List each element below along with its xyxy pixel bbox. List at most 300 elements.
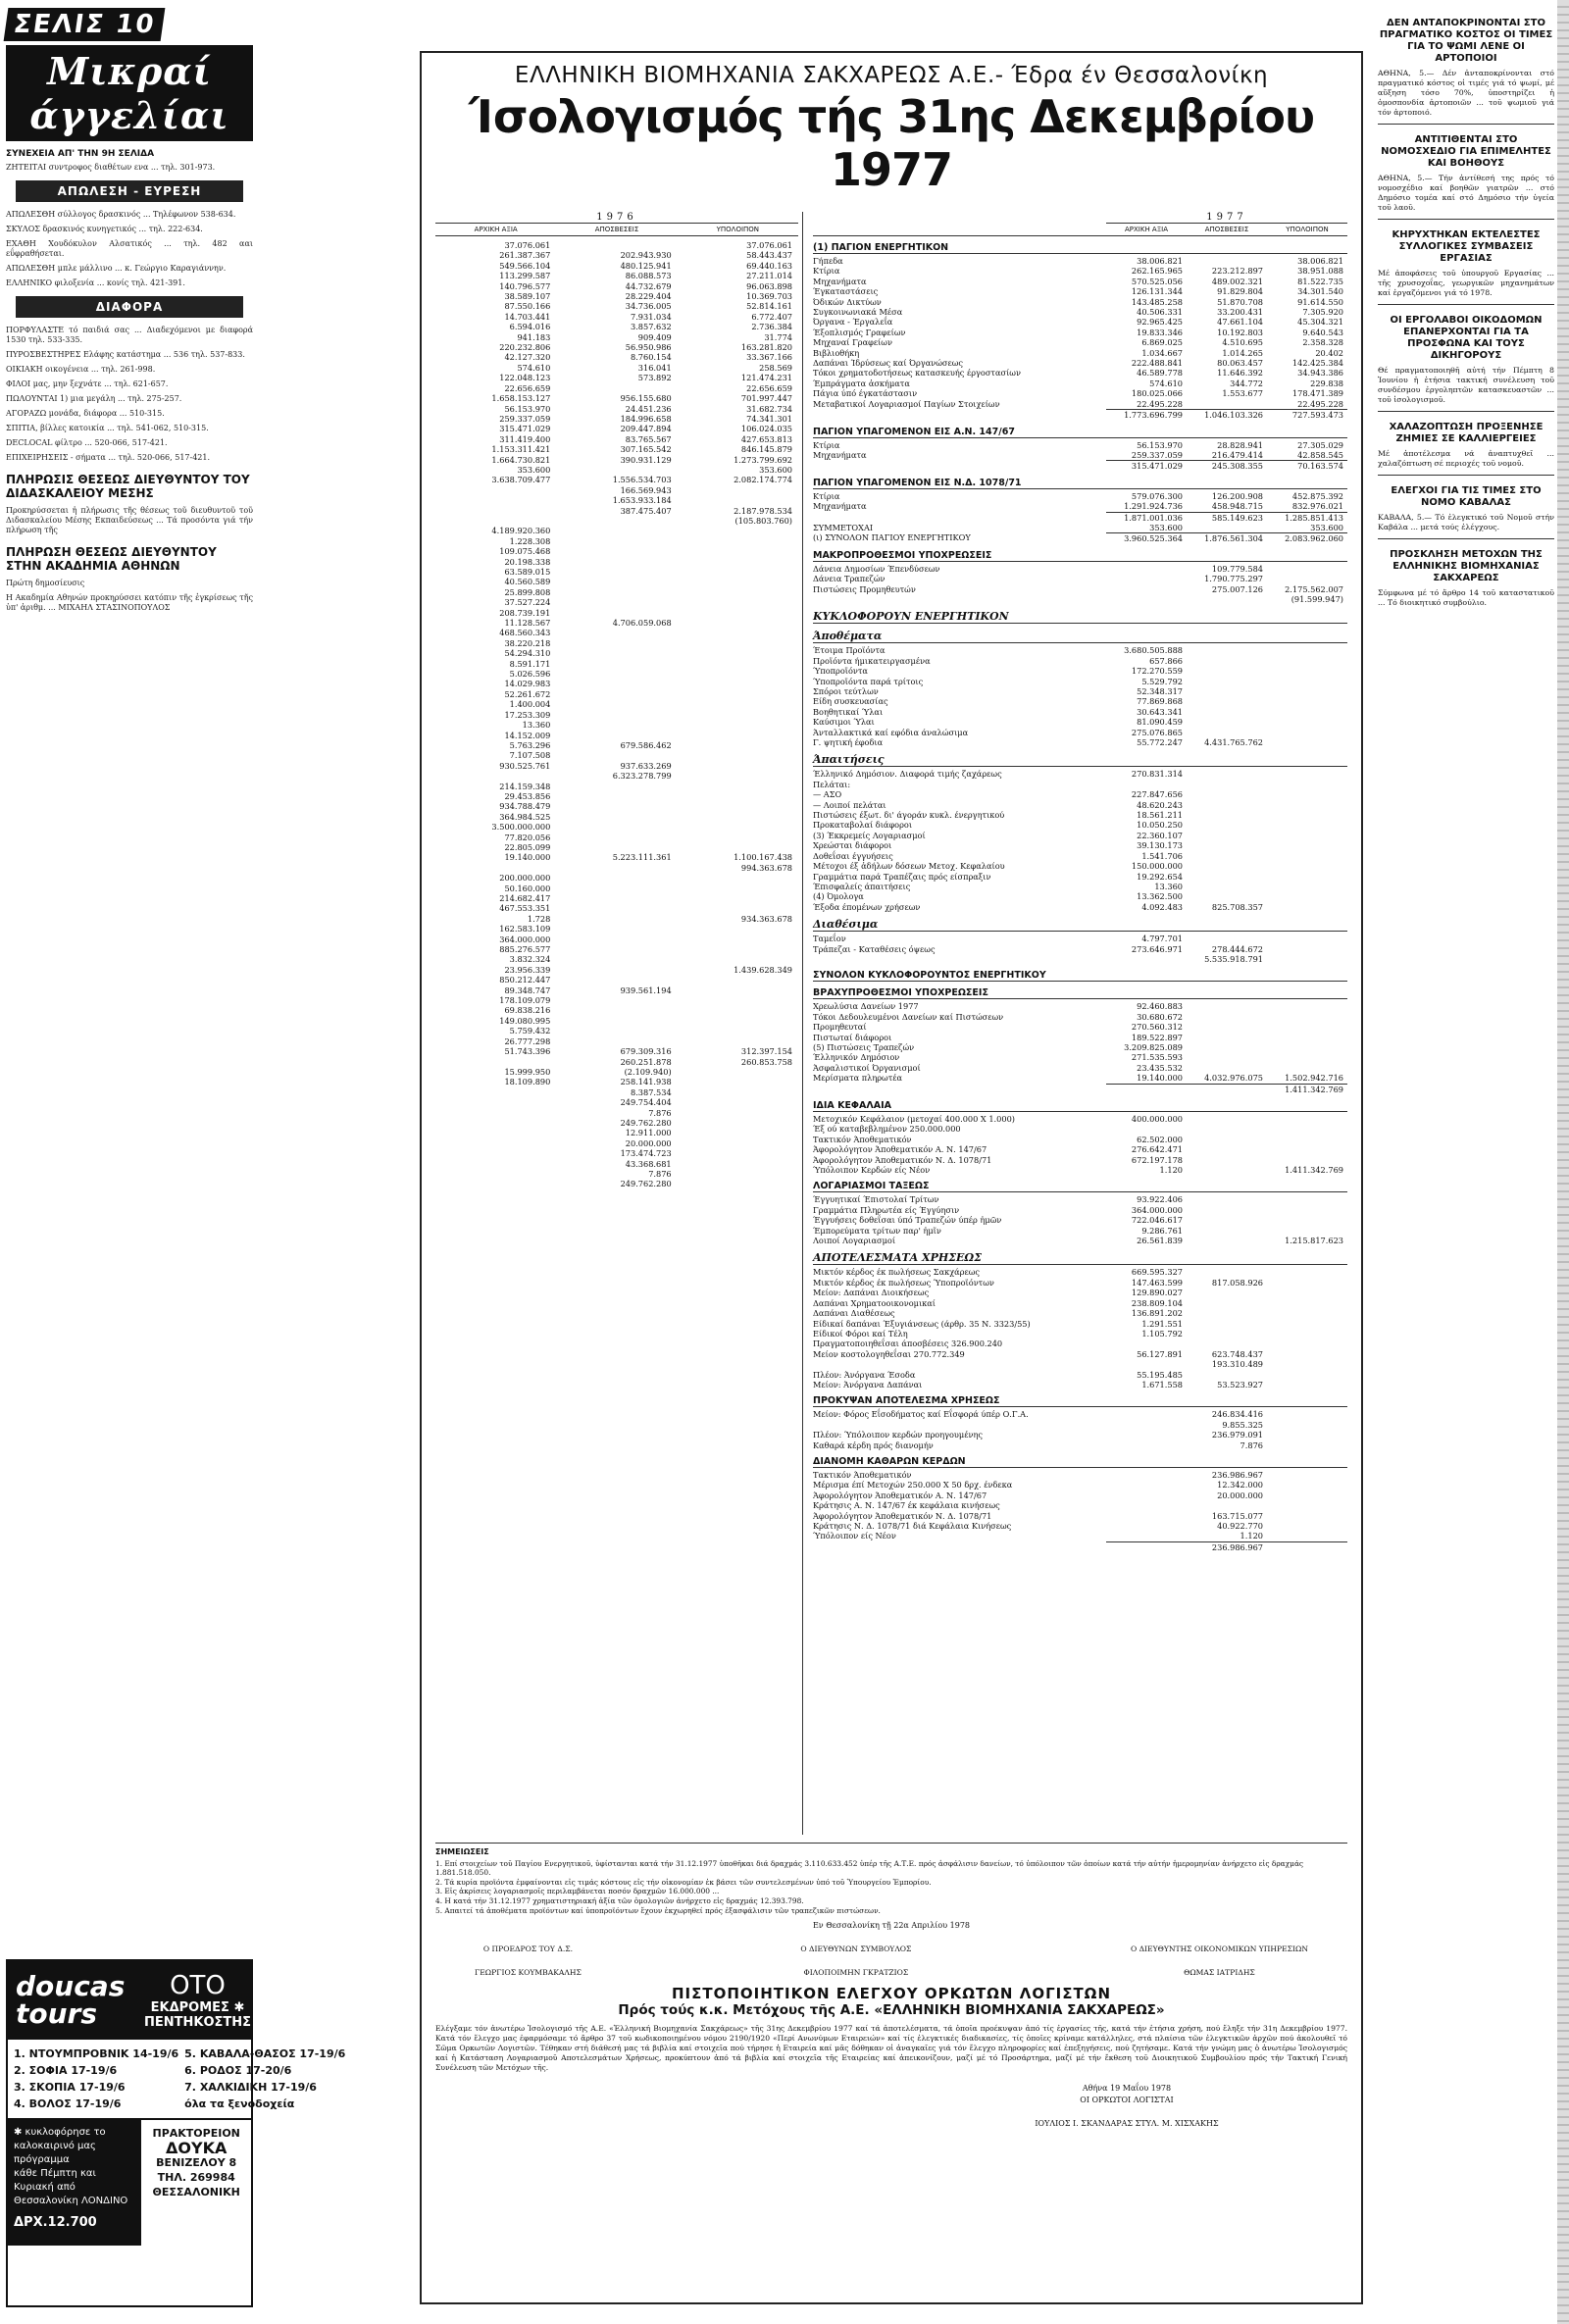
account-row (813, 1541, 1347, 1552)
prior-year-figure: 8.387.534 (630, 1086, 672, 1097)
prior-year-figure: 1.228.308 (509, 535, 551, 546)
depreciation-value (1187, 1267, 1267, 1277)
account-label: ΣΥΜΜΕΤΟΧΑΙ (813, 522, 874, 532)
prior-year-figure: 885.276.577 (499, 944, 551, 955)
prior-year-figure (678, 1016, 798, 1026)
gross-value (1106, 564, 1187, 574)
account-row (813, 645, 1347, 655)
balance-value (1267, 1470, 1347, 1480)
gross-value: 92.460.883 (1137, 1001, 1183, 1012)
gross-value: 1.105.792 (1141, 1328, 1183, 1339)
balance-value: 229.838 (1310, 378, 1343, 388)
prior-year-figure: 19.140.000 (504, 852, 551, 863)
gross-value: 1.120 (1159, 1165, 1183, 1176)
lost-found-header: ΑΠΩΛΕΣΗ - ΕΥΡΕΣΗ (16, 180, 243, 202)
notes-section (435, 1843, 1347, 1915)
depreciation-value (1187, 728, 1267, 737)
balance-value (1267, 1541, 1347, 1552)
prior-year-figure: 37.076.061 (746, 240, 792, 250)
classified-ad: ΣΠΙΤΙΑ, βίλλες κατοικία ... τηλ. 541-062, 510-315. (6, 424, 209, 432)
account-row (813, 1470, 1347, 1480)
prior-year-figure: 259.337.059 (499, 413, 551, 424)
prior-year-figure (556, 516, 677, 526)
prior-year-figure (556, 577, 677, 586)
divider (1378, 411, 1554, 412)
account-row (813, 954, 1347, 964)
account-row (813, 944, 1347, 954)
prior-year-figure: 4.706.059.068 (612, 618, 672, 629)
depreciation-value: 1.120 (1240, 1531, 1263, 1541)
balance-value (1267, 840, 1347, 850)
prior-year-figure: 5.759.432 (509, 1026, 551, 1036)
prior-year-figure (678, 771, 798, 781)
prior-year-figure (556, 935, 677, 944)
agency-label: ΠΡΑΚΤΟΡΕΙΟΝ (152, 2127, 240, 2140)
travel-ad-header (8, 1961, 251, 2040)
prior-year-figure: 77.820.056 (504, 832, 551, 842)
classified-ad: ΑΠΩΛΕΣΘΗ σύλλογος δρασκινός ... Τηλέφωνον 538-634. (6, 210, 236, 219)
prior-year-figure: 260.853.758 (740, 1056, 792, 1067)
account-label (813, 594, 1106, 604)
balance-value: 178.471.389 (1291, 388, 1343, 399)
prior-year-figure (678, 740, 798, 750)
balance-value (1267, 1370, 1347, 1380)
prior-year-figure: 6.772.407 (751, 311, 792, 322)
prior-year-figure (678, 485, 798, 495)
prior-year-figure (678, 495, 798, 505)
prior-year-figure: 1.556.534.703 (612, 475, 672, 485)
academy-notice-text: Η Ακαδημία Αθηνών προκηρύσσει κατόπιν τῆς ἐγκρίσεως τῆς ὑπ' ἀριθμ. ... ΜΙΧΑΗΛ ΣΤΑΣΙΝΟΠΟΥΛΟΣ (6, 593, 253, 612)
prior-year-figure (678, 833, 798, 842)
prior-year-figure (678, 995, 798, 1005)
depreciation-value: 20.000.000 (1217, 1490, 1263, 1500)
account-row (813, 1278, 1347, 1288)
balance-value (1267, 1359, 1347, 1369)
account-label: Έλληνικόν Δημόσιον (813, 1052, 900, 1063)
gross-value (1106, 1339, 1187, 1348)
balance-value: 2.083.962.060 (1267, 532, 1347, 543)
destination-item: 1. ΝΤΟΥΜΠΡΟΒΝΙΚ 14-19/6 (14, 2047, 179, 2060)
account-section-heading: ΣΥΝΟΛΟΝ ΚΥΚΛΟΦΟΡΟΥΝΤΟΣ ΕΝΕΡΓΗΤΙΚΟΥ (813, 970, 1347, 982)
divider (1378, 219, 1554, 220)
balance-value (1267, 954, 1347, 964)
gross-value: 276.642.471 (1131, 1144, 1183, 1155)
account-label: Έτοιμα Προϊόντα (813, 645, 886, 656)
prior-year-figure: 480.125.941 (620, 260, 672, 271)
depreciation-value: 1.876.561.304 (1187, 532, 1267, 543)
account-row (813, 1409, 1347, 1419)
prior-year-figure: 3.638.709.477 (491, 475, 551, 485)
prior-year-figure (435, 863, 556, 873)
prior-year-figure: 311.419.400 (499, 433, 551, 444)
prior-year-figure: (105.803.760) (734, 515, 792, 526)
prior-year-figure (678, 536, 798, 546)
account-section-heading: ΛΟΓΑΡΙΑΣΜΟΙ ΤΑΞΕΩΣ (813, 1181, 1347, 1192)
depreciation-value: 47.661.104 (1217, 317, 1263, 328)
gross-value: 46.589.778 (1137, 368, 1183, 379)
depreciation-value: 216.479.414 (1211, 449, 1263, 460)
account-row (813, 1359, 1347, 1369)
account-label: Έξ ού καταβεβλημένον 250.000.000 (813, 1124, 961, 1135)
news-headline: ΠΡΟΣΚΛΗΣΗ ΜΕΤΟΧΩΝ ΤΗΣ ΕΛΛΗΝΙΚΗΣ ΒΙΟΜΗΧΑΝΙΑΣ ΣΑΚΧΑΡΕΩΣ (1390, 549, 1543, 583)
prior-year-figure (678, 1108, 798, 1118)
prior-year-figure: 353.600 (517, 464, 551, 475)
gross-value (1106, 1531, 1187, 1541)
travel-footer-promo (8, 2120, 141, 2246)
prior-year-figure (435, 495, 556, 505)
prior-year-figure (678, 557, 798, 567)
prior-year-figure (556, 557, 677, 567)
depreciation-value: 1.046.103.326 (1187, 409, 1267, 420)
prior-year-figure (556, 587, 677, 597)
depreciation-value: 817.058.926 (1211, 1277, 1263, 1288)
prior-year-figure: 7.876 (648, 1168, 672, 1179)
depreciation-value (1187, 851, 1267, 861)
account-row (813, 317, 1347, 327)
balance-value (1267, 1380, 1347, 1389)
account-row (813, 277, 1347, 286)
classifieds-title: Μικραί άγγελίαι (6, 45, 253, 141)
prior-year-figure: 18.109.890 (504, 1077, 551, 1087)
depreciation-value (1187, 256, 1267, 266)
prior-year-figure (678, 822, 798, 832)
gross-value (1106, 1440, 1187, 1450)
gross-value: 222.488.841 (1131, 358, 1183, 369)
depreciation-value (1187, 882, 1267, 891)
depreciation-value (1187, 1215, 1267, 1225)
prior-year-figure: 934.363.678 (740, 913, 792, 924)
depreciation-value: 53.523.927 (1217, 1379, 1263, 1389)
account-label: Είδικοί Φόροι καί Τέλη (813, 1328, 908, 1339)
prior-year-figure: 994.363.678 (740, 862, 792, 873)
prior-year-figure (556, 944, 677, 954)
depreciation-value: 275.007.126 (1211, 583, 1263, 594)
account-label: Γ. ψητική έφοδια (813, 737, 884, 748)
prior-year-figure: 6.323.278.799 (612, 771, 672, 782)
account-label: Ύπόλοιπον είς Νέον (813, 1531, 896, 1541)
prior-year-figure (678, 710, 798, 720)
account-row (813, 1339, 1347, 1348)
signatory: Ο ΔΙΕΥΘΥΝΩΝ ΣΥΜΒΟΥΛΟΣ ΦΙΛΟΠΟΙΜΗΝ ΓΚΡΑΤΖΙΟΣ (800, 1945, 912, 1978)
gross-value: 92.965.425 (1137, 317, 1183, 328)
balance-value (1267, 1022, 1347, 1032)
balance-value (1267, 1042, 1347, 1052)
prior-year-figure: 31.774 (764, 331, 792, 342)
account-label: Έλληνικό Δημόσιον. Διαφορά τιμής ζαχάρεως (813, 769, 1002, 780)
gross-value: 30.680.672 (1137, 1011, 1183, 1022)
account-label (813, 1359, 1106, 1369)
account-section-heading: Διαθέσιμα (813, 918, 1347, 932)
prior-year-figure: 28.229.404 (625, 291, 672, 302)
depreciation-value: 1.553.677 (1222, 388, 1263, 399)
account-section-heading: ΠΑΓΙΟΝ ΥΠΑΓΟΜΕΝΟΝ ΕΙΣ Α.Ν. 147/67 (813, 427, 1347, 438)
depreciation-value (1187, 1205, 1267, 1215)
account-label: Άσφαλιστικοί Όργανισμοί (813, 1062, 921, 1073)
gross-value: 19.292.654 (1137, 871, 1183, 882)
account-row (813, 1329, 1347, 1339)
prior-year-figure: 43.368.681 (625, 1158, 672, 1169)
prior-year-figure (556, 669, 677, 679)
gross-value: 271.535.593 (1131, 1052, 1183, 1063)
balance-value: 1.215.817.623 (1285, 1236, 1343, 1246)
depreciation-value: 5.535.918.791 (1204, 953, 1263, 964)
account-label: Μέρισμα έπί Μετοχών 250.000 Χ 50 δρχ. ένδεκα (813, 1480, 1013, 1490)
balance-value: 38.006.821 (1297, 256, 1343, 266)
prior-year-figure: 850.212.447 (499, 975, 551, 985)
account-label: Τόκοι χρηματοδοτήσεως κατασκευής έργοστασίων (813, 368, 1021, 379)
account-label: — Λοιποί πελάται (813, 799, 886, 810)
prior-year-figure: 10.369.703 (746, 291, 792, 302)
travel-program-note: ✱ κυκλοφόρησε το καλοκαιρινό μας πρόγραμμα (14, 2127, 106, 2165)
note-item: 3. Εἰς ἀκρίσεις λογαριασμοῖς περιλαμβάνεται ποσόν δραχμῶν 16.000.000 ... (435, 1887, 720, 1896)
depreciation-value: 109.779.584 (1211, 563, 1263, 574)
gross-value: 23.435.532 (1137, 1062, 1183, 1073)
depreciation-value: 236.979.091 (1211, 1430, 1263, 1440)
destination-item: όλα τα ξενοδοχεία (184, 2097, 295, 2110)
depreciation-value (1187, 1236, 1267, 1245)
balance-value: (91.599.947) (1291, 593, 1343, 604)
account-row (813, 440, 1347, 450)
depreciation-value: 4.032.976.075 (1204, 1073, 1263, 1084)
depreciation-value (1187, 820, 1267, 830)
prior-year-figure (678, 638, 798, 648)
prior-year-figure (678, 893, 798, 903)
gross-value: 56.153.970 (1137, 439, 1183, 450)
gross-value: 55.195.485 (1137, 1369, 1183, 1380)
classified-ad: ΕΠΙΧΕΙΡΗΣΕΙΣ - σήματα ... τηλ. 520-066, 517-421. (6, 453, 211, 462)
account-label: (4) Όμολογα (813, 891, 864, 902)
prior-year-figure: 184.996.658 (620, 413, 672, 424)
header-balance: ΥΠΟΛΟΙΠΟΝ (1286, 226, 1329, 233)
account-row (813, 328, 1347, 337)
prior-year-label: 1976 (435, 212, 798, 224)
balance-value (1267, 891, 1347, 901)
prior-year-figure: 52.261.672 (504, 688, 551, 699)
prior-year-figure (556, 801, 677, 811)
account-label: Μέτοχοι έξ ἀδήλων δόσεων Μετοχ. Κεφαλαίου (813, 861, 1005, 872)
prior-year-figure (556, 893, 677, 903)
prior-year-figure (678, 1159, 798, 1169)
gross-value: 172.270.559 (1131, 666, 1183, 677)
prior-year-figure (556, 536, 677, 546)
balance-value: 1.411.342.769 (1285, 1165, 1343, 1176)
account-label: Τακτικόν Άποθεματικόν (813, 1469, 912, 1480)
news-headline: ΑΝΤΙΤΙΘΕΝΤΑΙ ΣΤΟ ΝΟΜΟΣΧΕΔΙΟ ΓΙΑ ΕΠΙΜΕΛΗΤΕΣ ΚΑΙ ΒΟΗΘΟΥΣ (1381, 134, 1551, 169)
depreciation-value (1187, 1288, 1267, 1297)
prior-year-figure: 934.788.479 (499, 801, 551, 812)
depreciation-value (1187, 717, 1267, 727)
gross-value: 6.869.025 (1141, 337, 1183, 348)
balance-value (1267, 1319, 1347, 1329)
prior-year-figure (678, 782, 798, 791)
prior-year-figure (678, 761, 798, 771)
gross-value: 10.050.250 (1137, 820, 1183, 831)
classified-ad: ΖΗΤΕΙΤΑΙ συντροφος διαθέτων ενα ... τηλ. 301-973. (6, 163, 216, 172)
account-row (813, 1063, 1347, 1073)
account-row (813, 1521, 1347, 1531)
account-row (813, 1480, 1347, 1490)
prior-year-figure: 27.211.014 (746, 271, 792, 281)
depreciation-value (1187, 1226, 1267, 1236)
prior-year-figure: 106.024.035 (740, 424, 792, 434)
account-label: Μεταβατικοί Λογαριασμοί Παγίων Στοιχείων (813, 398, 1000, 409)
balance-value: 7.305.920 (1302, 307, 1343, 318)
depreciation-value (1187, 656, 1267, 666)
gross-value: 3.960.525.364 (1106, 532, 1187, 543)
balance-sheet-title: Ίσολογισμός τής 31ης Δεκεμβρίου 1977 (468, 90, 1315, 196)
prior-year-figure: 140.796.577 (499, 280, 551, 291)
account-row (813, 523, 1347, 532)
place-date: Εν Θεσσαλονίκη τῇ 22α Απριλίου 1978 (812, 1921, 971, 1931)
prior-year-figure (678, 873, 798, 883)
page-number-label: ΣΕΛΙΣ 10 (4, 8, 166, 41)
balance-value (1267, 1531, 1347, 1541)
balance-value (1267, 1288, 1347, 1297)
depreciation-value (1187, 686, 1267, 696)
job-notice-text: Προκηρύσσεται ἡ πλήρωσις τῆς θέσεως τοῦ διευθυντοῦ τοῦ Διδασκαλείου Μέσης Εκπαιδεύσεως ... Τά προσόντα γιά τήν πλήρωση τῆς (6, 506, 253, 534)
prior-year-figure (435, 1057, 556, 1067)
balance-value (1267, 1012, 1347, 1022)
account-label: Μετοχικόν Κεφάλαιον (μετοχαί 400.000 Χ 1.000) (813, 1114, 1015, 1124)
destination-item: 4. ΒΟΛΟΣ 17-19/6 (14, 2097, 122, 2110)
prior-year-figure (556, 975, 677, 985)
prior-year-figure: 7.931.034 (630, 311, 672, 322)
account-label: Κτίρια (813, 439, 840, 450)
prior-year-figure (556, 842, 677, 852)
prior-year-figure: 5.223.111.361 (612, 852, 672, 863)
account-label: Δοθεΐσαι έγγυήσεις (813, 850, 893, 861)
depreciation-value: 236.986.967 (1187, 1541, 1267, 1552)
account-section-heading: ΜΑΚΡΟΠΡΟΘΕΣΜΟΙ ΥΠΟΧΡΕΩΣΕΙΣ (813, 550, 1347, 562)
depreciation-value (1187, 677, 1267, 686)
prior-year-figure: 37.076.061 (504, 240, 551, 250)
prior-year-figure (678, 903, 798, 913)
depreciation-value (1187, 1339, 1267, 1348)
prior-year-figure: 1.153.311.421 (491, 444, 551, 455)
audit-certificate-title: ΠΙΣΤΟΠΟΙΗΤΙΚΟΝ ΕΛΕΓΧΟΥ ΟΡΚΩΤΩΝ ΛΟΓΙΣΤΩΝ (672, 1985, 1111, 2003)
account-row (813, 1267, 1347, 1277)
prior-year-figure (678, 526, 798, 535)
account-label: Μηχανήματα (813, 501, 867, 512)
balance-value (1267, 1052, 1347, 1062)
account-row (813, 1022, 1347, 1032)
balance-value: 2.175.562.007 (1285, 583, 1343, 594)
balance-value (1267, 1500, 1347, 1510)
prior-year-figure (678, 731, 798, 740)
account-label: Λοιποί Λογαριασμοί (813, 1236, 896, 1246)
account-row (813, 1124, 1347, 1134)
account-section-heading: Άποθέματα (813, 630, 1347, 643)
account-row (813, 256, 1347, 266)
gross-value: 4.797.701 (1141, 934, 1183, 944)
news-headline: ΚΗΡΥΧΤΗΚΑΝ ΕΚΤΕΛΕΣΤΕΣ ΣΥΛΛΟΓΙΚΕΣ ΣΥΜΒΑΣΕΙΣ ΕΡΓΑΣΙΑΣ (1392, 229, 1541, 264)
prior-year-figure (678, 1118, 798, 1128)
balance-value (1267, 1226, 1347, 1236)
prior-year-figure: 6.594.016 (509, 322, 551, 332)
gross-value (1106, 1480, 1187, 1490)
account-label: Δάνεια Τραπεζών (813, 574, 886, 584)
depreciation-value (1187, 1114, 1267, 1124)
gross-value (1106, 954, 1187, 964)
prior-year-figure: 7.107.508 (509, 750, 551, 761)
classified-ad: ΠΩΛΟΥΝΤΑΙ 1) μια μεγάλη ... τηλ. 275-257. (6, 394, 182, 403)
header-gross: ΑΡΧΙΚΗ ΑΞΙΑ (474, 226, 518, 233)
account-row (813, 286, 1347, 296)
prior-year-figure (556, 750, 677, 760)
prior-year-figure: 937.633.269 (620, 760, 672, 771)
balance-value (1267, 1215, 1347, 1225)
depreciation-value: 28.828.941 (1217, 439, 1263, 450)
gross-value: 81.090.459 (1137, 717, 1183, 728)
prior-year-figure (678, 1128, 798, 1137)
account-row (813, 891, 1347, 901)
account-label: Δάνεια Δημοσίων Έπενδύσεων (813, 563, 940, 574)
prior-year-figure: 122.048.123 (499, 373, 551, 383)
balance-value (1267, 564, 1347, 574)
prior-year-figure: 63.589.015 (504, 567, 551, 577)
account-row (813, 1114, 1347, 1124)
gross-value: 40.506.331 (1137, 307, 1183, 318)
prior-year-figure: 52.814.161 (746, 301, 792, 312)
auditor-place-date: Αθήνα 19 Μαΐου 1978 (1082, 2084, 1172, 2094)
prior-year-figure: 15.999.950 (504, 1066, 551, 1077)
account-label: Έμπορεύματα τρίτων παρ' ἡμῖν (813, 1225, 941, 1236)
gross-value (1106, 1420, 1187, 1430)
balance-value (1267, 707, 1347, 717)
prior-year-figure: 312.397.154 (740, 1046, 792, 1057)
prior-year-figure: 40.560.589 (504, 577, 551, 587)
depreciation-value: 10.192.803 (1217, 327, 1263, 337)
account-row (813, 1012, 1347, 1022)
depreciation-value (1187, 1012, 1267, 1022)
account-section-heading: ΠΡΟΚΥΨΑΝ ΑΠΟΤΕΛΕΣΜΑ ΧΡΗΣΕΩΣ (813, 1395, 1347, 1407)
balance-value (1267, 574, 1347, 583)
depreciation-value: 11.646.392 (1217, 368, 1263, 379)
account-label: Μερίσματα πληρωτέα (813, 1073, 903, 1084)
depreciation-value (1187, 891, 1267, 901)
balance-value (1267, 1267, 1347, 1277)
misc-header: ΔΙΑΦΟΡΑ (16, 296, 243, 318)
prior-year-figure: 249.762.280 (620, 1179, 672, 1189)
prior-year-figure (556, 873, 677, 883)
prior-year-figure: 930.525.761 (499, 760, 551, 771)
account-label: Έγκαταστάσεις (813, 286, 879, 297)
depreciation-value: 236.986.967 (1211, 1469, 1263, 1480)
depreciation-value: 489.002.321 (1211, 276, 1263, 286)
account-label: Πραγματοποιηθεΐσαι άποσβέσεις 326.900.240 (813, 1339, 1003, 1349)
account-section-heading: ΚΥΚΛΟΦΟΡΟΥΝ ΕΝΕΡΓΗΤΙΚΟΝ (813, 610, 1347, 624)
balance-value: 70.163.574 (1267, 460, 1347, 471)
prior-year-figure: 89.348.747 (504, 985, 551, 995)
prior-year-figure: 3.832.324 (509, 954, 551, 965)
balance-sheet-ad (420, 51, 1363, 2304)
prior-year-figure: 307.165.542 (620, 444, 672, 455)
balance-value (1267, 861, 1347, 871)
prior-year-figure: 173.474.723 (620, 1148, 672, 1159)
prior-year-figure (435, 1179, 556, 1188)
prior-year-figure (556, 1016, 677, 1026)
travel-promo (144, 1971, 251, 2030)
depreciation-value: 9.855.325 (1222, 1419, 1263, 1430)
auditor-signature-block (906, 2083, 1347, 2130)
account-row (813, 358, 1347, 368)
account-label: (ι) ΣΥΝΟΛΟΝ ΠΑΓΙΟΥ ΕΝΕΡΓΗΤΙΚΟΥ (813, 532, 971, 543)
news-body: Μέ ἀποφάσεις τοῦ ὑπουργοῦ Εργασίας ... τῆς χρυσοχοΐας, γεωργικῶν μηχανημάτων καί ἐργαζόμενοι γιά τό 1978. (1378, 269, 1554, 297)
account-label: (3) Έκκρεμείς Λογαριασμοί (813, 830, 926, 840)
balance-value (1267, 1063, 1347, 1073)
balance-value: 91.614.550 (1297, 296, 1343, 307)
gross-value: 238.809.104 (1131, 1297, 1183, 1308)
